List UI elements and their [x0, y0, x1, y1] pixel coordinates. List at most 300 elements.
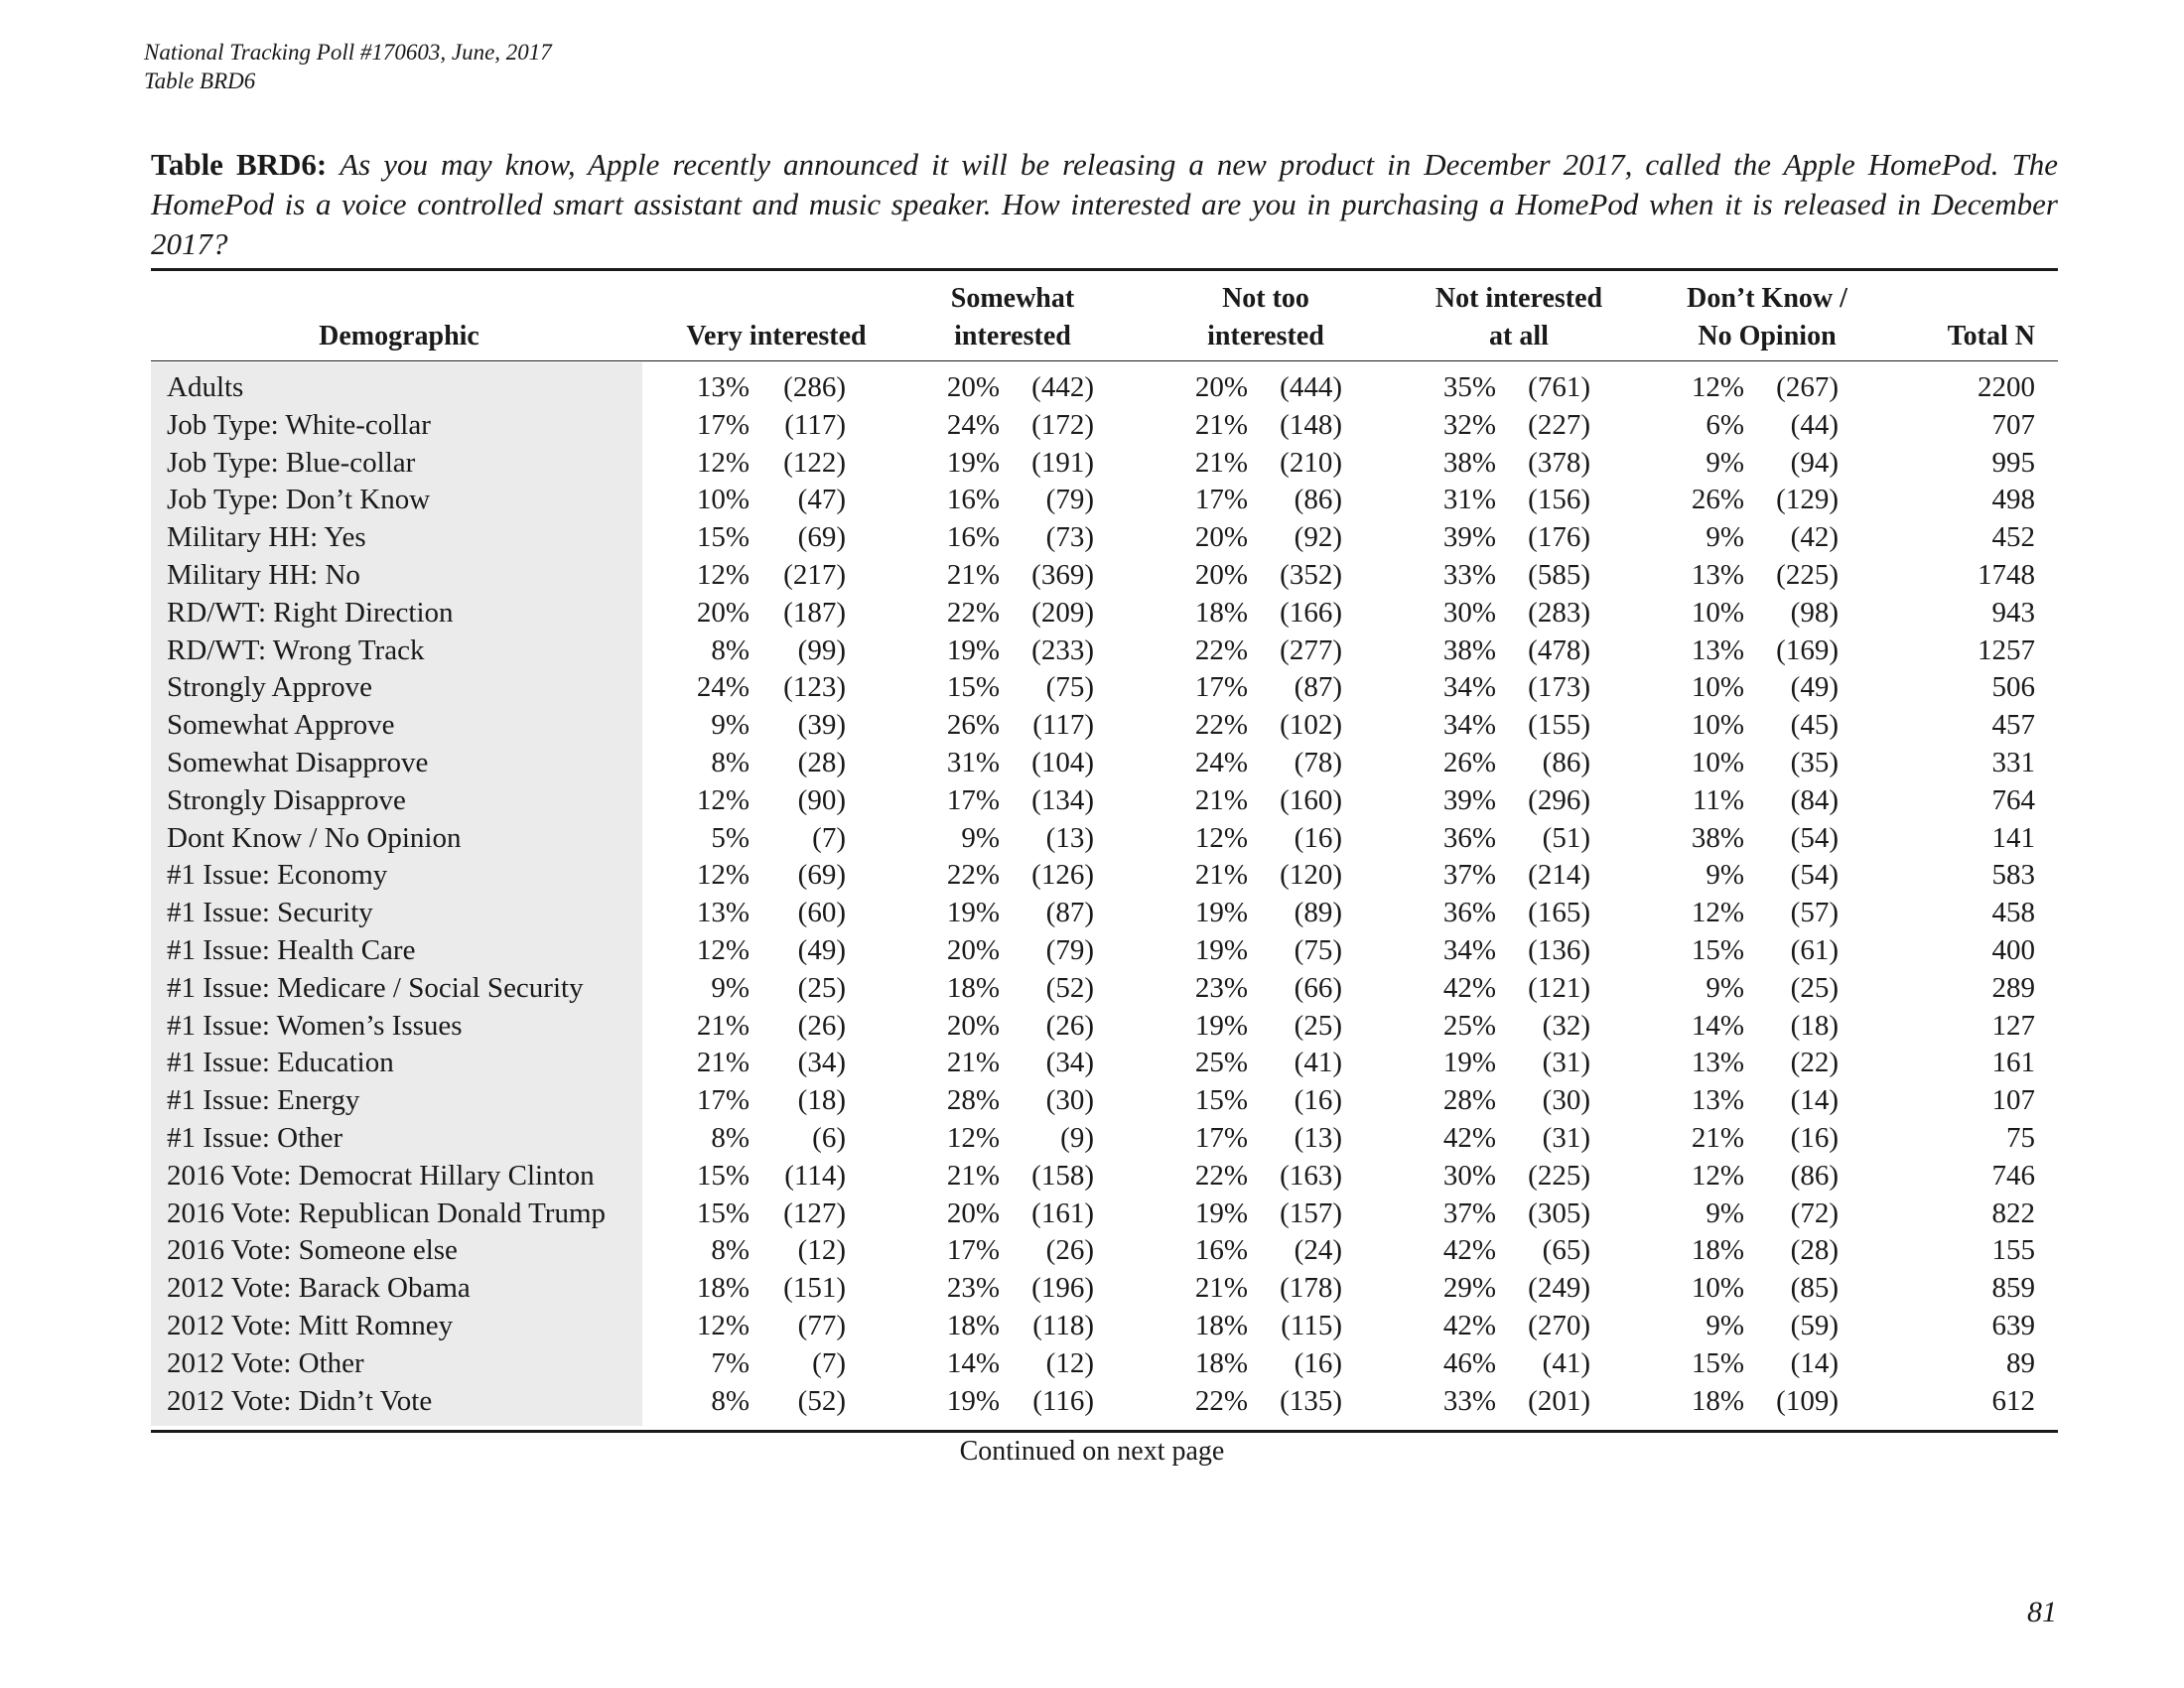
percent-cell: 9% — [1706, 1196, 1744, 1229]
percent-cell: 17% — [1194, 484, 1248, 516]
count-cell: (41) — [1542, 1346, 1590, 1379]
percent-cell: 24% — [946, 408, 1000, 441]
count-cell: (12) — [1045, 1346, 1094, 1379]
percent-cell: 20% — [946, 1009, 1000, 1042]
total-n-cell: 746 — [1991, 1159, 2035, 1192]
percent-cell: 21% — [946, 558, 1000, 591]
count-cell: (77) — [797, 1309, 846, 1341]
total-n-cell: 400 — [1991, 933, 2035, 966]
percent-cell: 35% — [1442, 371, 1496, 403]
count-cell: (49) — [797, 933, 846, 966]
percent-cell: 10% — [1691, 746, 1744, 778]
table-row — [151, 1045, 2058, 1082]
table-row — [151, 970, 2058, 1008]
percent-cell: 14% — [1691, 1009, 1744, 1042]
count-cell: (187) — [783, 596, 846, 629]
caption-label: Table BRD6: — [151, 147, 328, 182]
percent-cell: 37% — [1442, 1196, 1496, 1229]
percent-cell: 19% — [946, 897, 1000, 929]
percent-cell: 16% — [946, 521, 1000, 554]
count-cell: (163) — [1280, 1159, 1342, 1192]
count-cell: (87) — [1294, 671, 1342, 704]
percent-cell: 22% — [946, 596, 1000, 629]
table-row — [151, 595, 2058, 633]
header-rule — [151, 360, 2058, 361]
count-cell: (31) — [1542, 1047, 1590, 1079]
demographic-label: RD/WT: Right Direction — [167, 596, 454, 629]
percent-cell: 12% — [696, 446, 750, 479]
count-cell: (72) — [1790, 1196, 1839, 1229]
demographic-label: 2016 Vote: Republican Donald Trump — [167, 1196, 606, 1229]
count-cell: (249) — [1528, 1272, 1590, 1305]
total-n-cell: 458 — [1991, 897, 2035, 929]
percent-cell: 24% — [696, 671, 750, 704]
percent-cell: 21% — [946, 1047, 1000, 1079]
percent-cell: 21% — [696, 1009, 750, 1042]
table-row — [151, 1196, 2058, 1233]
percent-cell: 9% — [961, 821, 1000, 854]
total-n-cell: 707 — [1991, 408, 2035, 441]
demographic-label: #1 Issue: Medicare / Social Security — [167, 971, 584, 1004]
total-n-cell: 612 — [1991, 1384, 2035, 1417]
count-cell: (18) — [1790, 1009, 1839, 1042]
percent-cell: 18% — [946, 971, 1000, 1004]
count-cell: (14) — [1790, 1084, 1839, 1117]
percent-cell: 22% — [1194, 1159, 1248, 1192]
demographic-label: 2012 Vote: Other — [167, 1346, 364, 1379]
percent-cell: 16% — [1194, 1234, 1248, 1267]
percent-cell: 13% — [696, 897, 750, 929]
total-n-cell: 764 — [1991, 783, 2035, 816]
count-cell: (6) — [812, 1121, 846, 1154]
count-cell: (26) — [1045, 1234, 1094, 1267]
percent-cell: 12% — [1194, 821, 1248, 854]
percent-cell: 9% — [1706, 446, 1744, 479]
count-cell: (79) — [1045, 484, 1094, 516]
count-cell: (34) — [1045, 1047, 1094, 1079]
count-cell: (283) — [1528, 596, 1590, 629]
count-cell: (47) — [797, 484, 846, 516]
count-cell: (148) — [1280, 408, 1342, 441]
continued-note: Continued on next page — [959, 1436, 1225, 1467]
demographic-label: Military HH: Yes — [167, 521, 366, 554]
percent-cell: 15% — [696, 521, 750, 554]
count-cell: (127) — [783, 1196, 846, 1229]
total-n-cell: 1748 — [1978, 558, 2035, 591]
count-cell: (16) — [1294, 1346, 1342, 1379]
count-cell: (92) — [1294, 521, 1342, 554]
percent-cell: 13% — [1691, 633, 1744, 666]
percent-cell: 25% — [1442, 1009, 1496, 1042]
total-n-cell: 583 — [1991, 859, 2035, 892]
percent-cell: 19% — [1194, 933, 1248, 966]
percent-cell: 13% — [1691, 1084, 1744, 1117]
count-cell: (30) — [1045, 1084, 1094, 1117]
col-header-not-too-interested: Not too interested — [1207, 283, 1324, 352]
table-row — [151, 369, 2058, 407]
count-cell: (35) — [1790, 746, 1839, 778]
count-cell: (7) — [812, 821, 846, 854]
percent-cell: 10% — [1691, 1272, 1744, 1305]
count-cell: (176) — [1528, 521, 1590, 554]
demographic-label: Job Type: Don’t Know — [167, 484, 431, 516]
count-cell: (75) — [1294, 933, 1342, 966]
count-cell: (135) — [1280, 1384, 1342, 1417]
percent-cell: 12% — [696, 859, 750, 892]
percent-cell: 18% — [1194, 1346, 1248, 1379]
count-cell: (69) — [797, 859, 846, 892]
total-n-cell: 1257 — [1978, 633, 2035, 666]
count-cell: (7) — [812, 1346, 846, 1379]
percent-cell: 30% — [1442, 596, 1496, 629]
demographic-label: #1 Issue: Other — [167, 1121, 343, 1154]
percent-cell: 19% — [1194, 1196, 1248, 1229]
col-header-somewhat-interested: Somewhat interested — [950, 283, 1075, 352]
percent-cell: 20% — [696, 596, 750, 629]
demographic-label: Military HH: No — [167, 558, 360, 591]
percent-cell: 15% — [946, 671, 1000, 704]
count-cell: (25) — [1294, 1009, 1342, 1042]
poll-title: National Tracking Poll #170603, June, 2017 — [144, 40, 552, 65]
percent-cell: 29% — [1442, 1272, 1496, 1305]
count-cell: (209) — [1031, 596, 1094, 629]
percent-cell: 28% — [946, 1084, 1000, 1117]
count-cell: (120) — [1280, 859, 1342, 892]
percent-cell: 8% — [711, 633, 750, 666]
percent-cell: 7% — [711, 1346, 750, 1379]
count-cell: (210) — [1280, 446, 1342, 479]
percent-cell: 8% — [711, 1121, 750, 1154]
percent-cell: 19% — [1442, 1047, 1496, 1079]
total-n-cell: 498 — [1991, 484, 2035, 516]
percent-cell: 20% — [946, 1196, 1000, 1229]
count-cell: (178) — [1280, 1272, 1342, 1305]
table-row — [151, 669, 2058, 707]
demographic-label: Strongly Approve — [167, 671, 373, 704]
percent-cell: 10% — [1691, 671, 1744, 704]
percent-cell: 26% — [946, 709, 1000, 742]
count-cell: (26) — [797, 1009, 846, 1042]
count-cell: (22) — [1790, 1047, 1839, 1079]
count-cell: (122) — [783, 446, 846, 479]
percent-cell: 9% — [1706, 1309, 1744, 1341]
percent-cell: 9% — [711, 709, 750, 742]
count-cell: (51) — [1542, 821, 1590, 854]
percent-cell: 38% — [1442, 633, 1496, 666]
demographic-label: Adults — [167, 371, 244, 403]
table-row — [151, 895, 2058, 932]
percent-cell: 26% — [1691, 484, 1744, 516]
count-cell: (116) — [1032, 1384, 1094, 1417]
table-row — [151, 482, 2058, 519]
col-header-demographic: Demographic — [319, 321, 479, 352]
count-cell: (277) — [1280, 633, 1342, 666]
count-cell: (225) — [1776, 558, 1839, 591]
count-cell: (34) — [797, 1047, 846, 1079]
count-cell: (89) — [1294, 897, 1342, 929]
total-n-cell: 2200 — [1978, 371, 2035, 403]
count-cell: (196) — [1031, 1272, 1094, 1305]
percent-cell: 12% — [946, 1121, 1000, 1154]
col-header-dont-know: Don’t Know / No Opinion — [1687, 283, 1847, 352]
demographic-label: 2016 Vote: Democrat Hillary Clinton — [167, 1159, 595, 1192]
count-cell: (26) — [1045, 1009, 1094, 1042]
total-n-cell: 107 — [1991, 1084, 2035, 1117]
percent-cell: 33% — [1442, 1384, 1496, 1417]
total-n-cell: 75 — [2006, 1121, 2035, 1154]
count-cell: (9) — [1060, 1121, 1094, 1154]
count-cell: (134) — [1031, 783, 1094, 816]
table-row — [151, 633, 2058, 670]
total-n-cell: 289 — [1991, 971, 2035, 1004]
demographic-label: #1 Issue: Health Care — [167, 933, 416, 966]
percent-cell: 9% — [1706, 859, 1744, 892]
table-caption — [151, 145, 2058, 264]
table-top-rule — [151, 268, 2058, 271]
total-n-cell: 127 — [1991, 1009, 2035, 1042]
percent-cell: 13% — [1691, 558, 1744, 591]
count-cell: (172) — [1031, 408, 1094, 441]
percent-cell: 28% — [1442, 1084, 1496, 1117]
count-cell: (585) — [1528, 558, 1590, 591]
percent-cell: 15% — [696, 1196, 750, 1229]
percent-cell: 32% — [1442, 408, 1496, 441]
count-cell: (165) — [1528, 897, 1590, 929]
percent-cell: 10% — [1691, 596, 1744, 629]
count-cell: (45) — [1790, 709, 1839, 742]
percent-cell: 15% — [1691, 1346, 1744, 1379]
demographic-label: #1 Issue: Security — [167, 897, 373, 929]
percent-cell: 42% — [1442, 1121, 1496, 1154]
count-cell: (39) — [797, 709, 846, 742]
count-cell: (378) — [1528, 446, 1590, 479]
total-n-cell: 995 — [1991, 446, 2035, 479]
count-cell: (25) — [1790, 971, 1839, 1004]
percent-cell: 25% — [1194, 1047, 1248, 1079]
percent-cell: 23% — [1194, 971, 1248, 1004]
percent-cell: 24% — [1194, 746, 1248, 778]
percent-cell: 42% — [1442, 1309, 1496, 1341]
count-cell: (42) — [1790, 521, 1839, 554]
count-cell: (270) — [1528, 1309, 1590, 1341]
percent-cell: 21% — [1691, 1121, 1744, 1154]
count-cell: (65) — [1542, 1234, 1590, 1267]
count-cell: (173) — [1528, 671, 1590, 704]
percent-cell: 13% — [1691, 1047, 1744, 1079]
count-cell: (158) — [1031, 1159, 1094, 1192]
count-cell: (217) — [783, 558, 846, 591]
table-row — [151, 932, 2058, 970]
total-n-cell: 457 — [1991, 709, 2035, 742]
percent-cell: 12% — [696, 1309, 750, 1341]
percent-cell: 12% — [696, 783, 750, 816]
count-cell: (191) — [1031, 446, 1094, 479]
count-cell: (86) — [1294, 484, 1342, 516]
count-cell: (126) — [1031, 859, 1094, 892]
percent-cell: 9% — [1706, 971, 1744, 1004]
percent-cell: 31% — [1442, 484, 1496, 516]
percent-cell: 20% — [1194, 371, 1248, 403]
percent-cell: 17% — [1194, 671, 1248, 704]
percent-cell: 42% — [1442, 1234, 1496, 1267]
count-cell: (41) — [1294, 1047, 1342, 1079]
table-row — [151, 557, 2058, 595]
percent-cell: 36% — [1442, 821, 1496, 854]
count-cell: (305) — [1528, 1196, 1590, 1229]
count-cell: (54) — [1790, 821, 1839, 854]
running-header — [144, 38, 552, 95]
col-header-very-interested: Very interested — [686, 321, 867, 352]
count-cell: (79) — [1045, 933, 1094, 966]
caption-question: As you may know, Apple recently announced it will be releasing a new product in December 2017, called the Apple HomePod. The HomePod is a voice controlled smart assistant and music speaker. How interested are you in purchasing a HomePod when it is released in December 2017? — [151, 147, 2059, 261]
percent-cell: 18% — [1691, 1234, 1744, 1267]
total-n-cell: 639 — [1991, 1309, 2035, 1341]
count-cell: (369) — [1031, 558, 1094, 591]
percent-cell: 30% — [1442, 1159, 1496, 1192]
total-n-cell: 943 — [1991, 596, 2035, 629]
percent-cell: 19% — [946, 633, 1000, 666]
percent-cell: 20% — [1194, 521, 1248, 554]
percent-cell: 18% — [946, 1309, 1000, 1341]
percent-cell: 12% — [1691, 1159, 1744, 1192]
count-cell: (28) — [1790, 1234, 1839, 1267]
count-cell: (28) — [797, 746, 846, 778]
count-cell: (160) — [1280, 783, 1342, 816]
percent-cell: 39% — [1442, 521, 1496, 554]
table-row — [151, 445, 2058, 483]
percent-cell: 21% — [1194, 446, 1248, 479]
count-cell: (94) — [1790, 446, 1839, 479]
count-cell: (12) — [797, 1234, 846, 1267]
percent-cell: 26% — [1442, 746, 1496, 778]
percent-cell: 22% — [1194, 1384, 1248, 1417]
count-cell: (478) — [1528, 633, 1590, 666]
percent-cell: 38% — [1442, 446, 1496, 479]
table-row — [151, 407, 2058, 445]
percent-cell: 39% — [1442, 783, 1496, 816]
count-cell: (109) — [1776, 1384, 1839, 1417]
count-cell: (761) — [1528, 371, 1590, 403]
percent-cell: 18% — [696, 1272, 750, 1305]
percent-cell: 21% — [946, 1159, 1000, 1192]
count-cell: (352) — [1280, 558, 1342, 591]
percent-cell: 21% — [1194, 408, 1248, 441]
count-cell: (14) — [1790, 1346, 1839, 1379]
demographic-label: #1 Issue: Education — [167, 1047, 394, 1079]
count-cell: (30) — [1542, 1084, 1590, 1117]
count-cell: (85) — [1790, 1272, 1839, 1305]
count-cell: (66) — [1294, 971, 1342, 1004]
count-cell: (86) — [1542, 746, 1590, 778]
table-row — [151, 707, 2058, 745]
percent-cell: 19% — [946, 446, 1000, 479]
count-cell: (16) — [1790, 1121, 1839, 1154]
percent-cell: 42% — [1442, 971, 1496, 1004]
count-cell: (16) — [1294, 1084, 1342, 1117]
count-cell: (442) — [1031, 371, 1094, 403]
percent-cell: 17% — [696, 408, 750, 441]
count-cell: (104) — [1031, 746, 1094, 778]
percent-cell: 18% — [1194, 596, 1248, 629]
total-n-cell: 89 — [2006, 1346, 2035, 1379]
demographic-label: #1 Issue: Economy — [167, 859, 388, 892]
percent-cell: 23% — [946, 1272, 1000, 1305]
table-row — [151, 1082, 2058, 1120]
count-cell: (214) — [1528, 859, 1590, 892]
percent-cell: 16% — [946, 484, 1000, 516]
percent-cell: 22% — [946, 859, 1000, 892]
percent-cell: 33% — [1442, 558, 1496, 591]
count-cell: (18) — [797, 1084, 846, 1117]
count-cell: (99) — [797, 633, 846, 666]
demographic-label: RD/WT: Wrong Track — [167, 633, 425, 666]
count-cell: (13) — [1045, 821, 1094, 854]
count-cell: (78) — [1294, 746, 1342, 778]
percent-cell: 19% — [946, 1384, 1000, 1417]
percent-cell: 18% — [1194, 1309, 1248, 1341]
demographic-label: #1 Issue: Energy — [167, 1084, 360, 1117]
table-row — [151, 1345, 2058, 1383]
percent-cell: 12% — [696, 933, 750, 966]
count-cell: (117) — [784, 408, 846, 441]
count-cell: (61) — [1790, 933, 1839, 966]
percent-cell: 22% — [1194, 709, 1248, 742]
table-row — [151, 1270, 2058, 1308]
count-cell: (44) — [1790, 408, 1839, 441]
count-cell: (31) — [1542, 1121, 1590, 1154]
table-row — [151, 1383, 2058, 1421]
count-cell: (86) — [1790, 1159, 1839, 1192]
count-cell: (151) — [783, 1272, 846, 1305]
count-cell: (225) — [1528, 1159, 1590, 1192]
total-n-cell: 859 — [1991, 1272, 2035, 1305]
count-cell: (296) — [1528, 783, 1590, 816]
percent-cell: 9% — [1706, 521, 1744, 554]
demographic-label: 2012 Vote: Didn’t Vote — [167, 1384, 433, 1417]
count-cell: (32) — [1542, 1009, 1590, 1042]
percent-cell: 21% — [1194, 783, 1248, 816]
page-number: 81 — [2027, 1596, 2057, 1628]
percent-cell: 15% — [1691, 933, 1744, 966]
percent-cell: 19% — [1194, 897, 1248, 929]
percent-cell: 31% — [946, 746, 1000, 778]
count-cell: (118) — [1032, 1309, 1094, 1341]
percent-cell: 18% — [1691, 1384, 1744, 1417]
table-row — [151, 1120, 2058, 1158]
percent-cell: 19% — [1194, 1009, 1248, 1042]
count-cell: (444) — [1280, 371, 1342, 403]
percent-cell: 21% — [1194, 1272, 1248, 1305]
count-cell: (59) — [1790, 1309, 1839, 1341]
demographic-label: Dont Know / No Opinion — [167, 821, 462, 854]
percent-cell: 34% — [1442, 933, 1496, 966]
table-body — [151, 369, 2058, 1420]
percent-cell: 21% — [696, 1047, 750, 1079]
percent-cell: 20% — [946, 933, 1000, 966]
count-cell: (161) — [1031, 1196, 1094, 1229]
total-n-cell: 506 — [1991, 671, 2035, 704]
percent-cell: 6% — [1706, 408, 1744, 441]
percent-cell: 17% — [1194, 1121, 1248, 1154]
percent-cell: 20% — [1194, 558, 1248, 591]
count-cell: (102) — [1280, 709, 1342, 742]
percent-cell: 15% — [696, 1159, 750, 1192]
percent-cell: 34% — [1442, 671, 1496, 704]
count-cell: (84) — [1790, 783, 1839, 816]
count-cell: (201) — [1528, 1384, 1590, 1417]
count-cell: (24) — [1294, 1234, 1342, 1267]
total-n-cell: 155 — [1991, 1234, 2035, 1267]
